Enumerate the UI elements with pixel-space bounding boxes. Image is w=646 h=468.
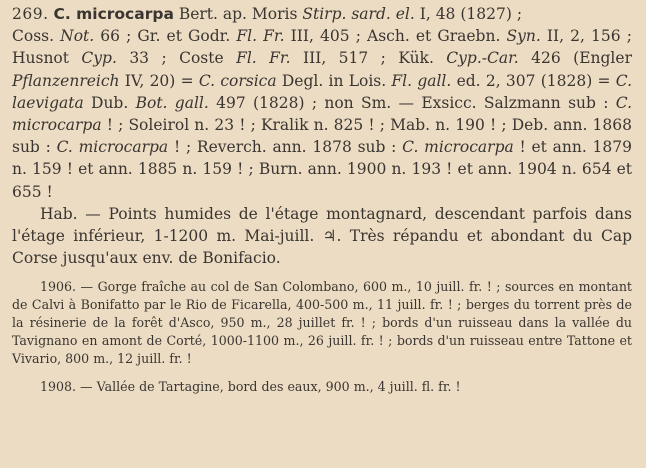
italic-citation: Fl. Fr. [236, 49, 291, 68]
observation-1906: 1906. — Gorge fraîche au col de San Colombano, 600 m., 10 juill. fr. ! ; sources en montant de Calvi à Bonifatto par le Rio de Ficarella, 400-500 m., 11 juill. fr. ! ; berges du torrent près de la résinerie de la forêt d'Asco, 950 m., 28 juillet fr. ! ; bords d'un ruisseau dans la vallée du Tavignano en amont de Corté, 1000-1100 m., 26 juill. fr. ! ; bords d'un ruisseau entre Tattone et Vivario, 800 m., 12 juill. fr. ! [12, 279, 632, 366]
citation-text: ! et ann. 1879 n. 159 ! et ann. 1885 n. 159 ! ; Burn. ann. 1900 n. 193 ! et ann. 1904 n. 654 et 655 ! [12, 138, 633, 201]
citation-text: ! ; Soleirol n. 23 ! ; Kralik n. 825 ! ; Mab. n. 190 ! ; Deb. ann. 1868 sub : [12, 116, 632, 157]
citation-text: Degl. in Lois. [276, 71, 392, 90]
italic-citation: C. microcarpa [12, 93, 633, 135]
italic-citation: Cyp. [81, 49, 117, 68]
citation-text: 497 (1828) ; non Sm. — Exsicc. Salzmann sub : [208, 93, 616, 112]
observation-1908: 1908. — Vallée de Tartagine, bord des eaux, 900 m., 4 juill. fl. fr. ! [40, 379, 461, 395]
citation-text: 426 (Engler [518, 49, 632, 68]
citation-text: III, 517 ; Kük. [290, 49, 447, 68]
italic-citation: Fl. Fr. [236, 27, 285, 46]
synonymy-references [12, 25, 632, 203]
observations [12, 278, 632, 396]
citation-text: IV, 20) = [119, 71, 199, 90]
italic-citation: C. microcarpa [402, 138, 514, 157]
italic-citation: Pflanzenreich [12, 71, 120, 90]
citation-text: ed. 2, 307 (1828) = [451, 71, 616, 90]
italic-citation: C. laevigata [12, 71, 632, 112]
citation-text: 66 ; Gr. et Godr. [94, 27, 237, 46]
species-name: C. microcarpa [53, 5, 174, 23]
citation-text: Coss. [12, 27, 61, 46]
entry-number: 269. [12, 5, 49, 23]
italic-citation: Bot. gall. [135, 93, 209, 112]
citation-text: III, 405 ; Asch. et Graebn. [284, 27, 507, 46]
italic-citation: Fl. gall. [391, 71, 452, 90]
italic-citation: C. microcarpa [56, 138, 169, 157]
entry-header-line [12, 3, 632, 25]
species-entry [12, 3, 632, 269]
publication-ref: I, 48 (1827) ; [414, 5, 523, 23]
citation-text: II, 2, 156 ; Husnot [12, 27, 632, 68]
citation-text: 33 ; Coste [116, 49, 237, 68]
italic-citation: C. corsica [198, 71, 277, 90]
italic-citation: Not. [60, 27, 95, 46]
italic-citation: Cyp.-Car. [446, 49, 519, 68]
citation-text: Dub. [83, 93, 136, 112]
italic-citation: Syn. [506, 27, 541, 46]
publication-title: Stirp. sard. el. [302, 5, 415, 23]
habitat-paragraph: Hab. — Points humides de l'étage montagnard, descendant parfois dans l'étage inférieur, 1-1200 m. Mai-juill. ♃. Très répandu et abondant du Cap Corse jusqu'aux env. de Bonifacio. [12, 204, 632, 268]
author-citation: Bert. ap. Moris [173, 5, 303, 23]
citation-text: ! ; Reverch. ann. 1878 sub : [168, 138, 403, 157]
